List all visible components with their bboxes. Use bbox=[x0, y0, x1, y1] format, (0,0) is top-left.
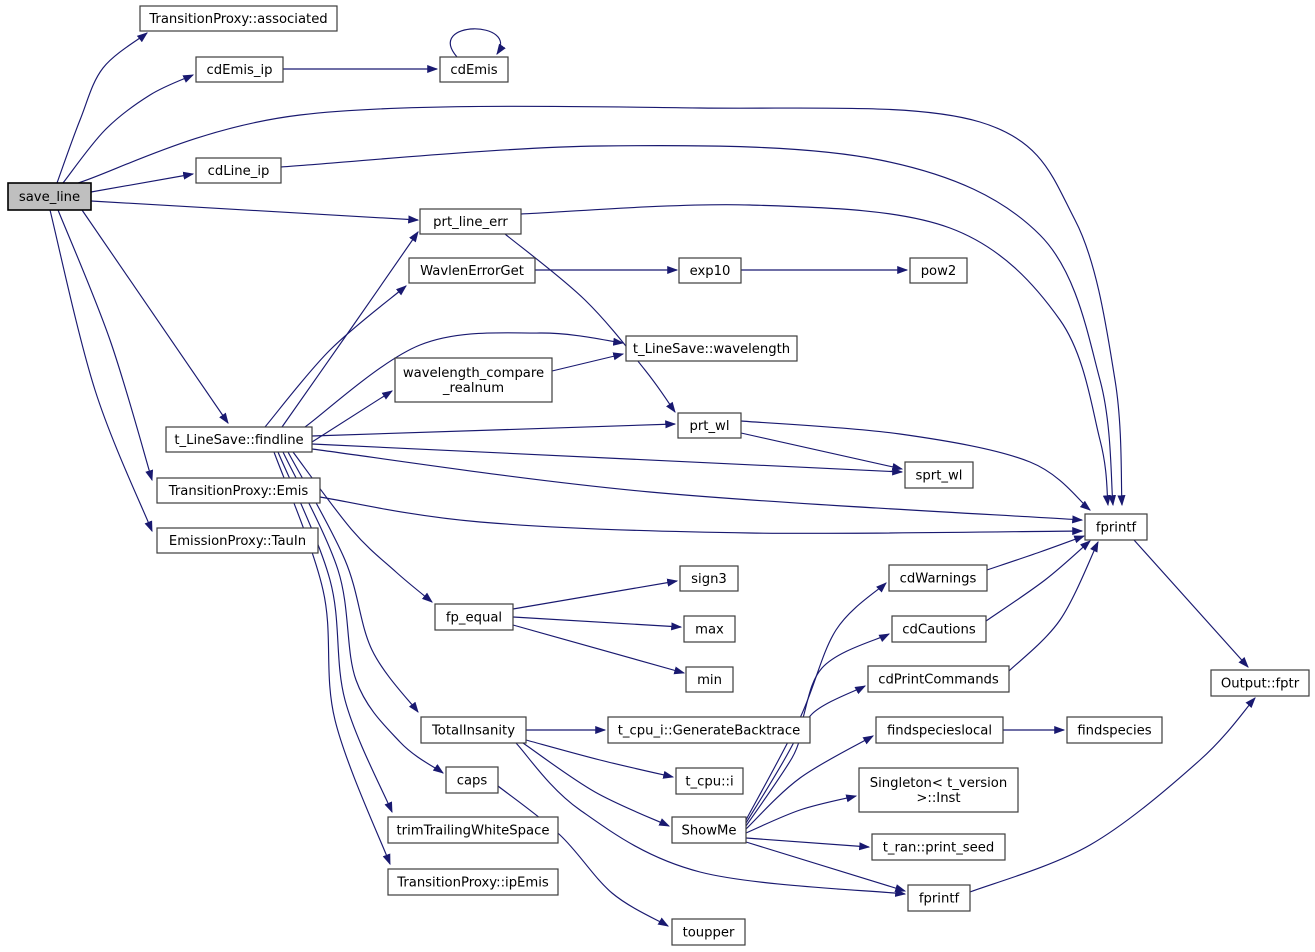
node-box[interactable] bbox=[872, 834, 1005, 860]
node-TotalInsanity[interactable] bbox=[421, 717, 526, 743]
edge-save_line-to-TauIn bbox=[50, 210, 152, 531]
edge-ShowMe-to-findspecieslocal bbox=[746, 736, 873, 829]
edge-cdPrintCommands-to-fprintf1 bbox=[1009, 542, 1098, 671]
edge-TotalInsanity-to-t_cpu_i bbox=[526, 740, 673, 777]
node-box[interactable] bbox=[859, 768, 1018, 812]
node-label: _realnum bbox=[442, 381, 505, 396]
node-label: ShowMe bbox=[681, 823, 737, 839]
node-prt_line_err[interactable] bbox=[420, 209, 521, 234]
edge-cdWarnings-to-fprintf1 bbox=[987, 536, 1084, 570]
edge-prt_wl-to-sprt_wl bbox=[741, 433, 902, 469]
node-prt_wl[interactable] bbox=[678, 413, 741, 438]
node-box[interactable] bbox=[435, 604, 513, 630]
node-box[interactable] bbox=[608, 717, 810, 743]
node-ShowMe[interactable] bbox=[672, 817, 746, 843]
edge-findline-to-sprt_wl bbox=[312, 444, 902, 472]
node-t_cpu_i[interactable] bbox=[676, 768, 743, 794]
node-label: cdWarnings bbox=[899, 571, 977, 587]
node-box[interactable] bbox=[672, 919, 745, 945]
node-wavelength[interactable] bbox=[626, 336, 797, 361]
node-sprt_wl[interactable] bbox=[905, 462, 973, 488]
node-Output_fptr[interactable] bbox=[1211, 670, 1309, 696]
node-print_seed[interactable] bbox=[872, 834, 1005, 860]
node-label: exp10 bbox=[689, 264, 731, 279]
node-box[interactable] bbox=[421, 717, 526, 743]
node-label: prt_line_err bbox=[433, 215, 508, 230]
node-fp_equal[interactable] bbox=[435, 604, 513, 630]
edge-cdLine_ip-to-fprintf1 bbox=[281, 146, 1113, 505]
node-label: trimTrailingWhiteSpace bbox=[396, 823, 550, 839]
edge-fp_equal-to-sign3 bbox=[513, 581, 677, 609]
node-label: t_cpu_i::GenerateBacktrace bbox=[617, 723, 801, 739]
node-sign3[interactable] bbox=[680, 566, 738, 591]
node-box[interactable] bbox=[910, 258, 967, 283]
node-label: fp_equal bbox=[445, 610, 503, 626]
node-label: cdEmis bbox=[450, 63, 498, 78]
node-box[interactable] bbox=[1067, 717, 1162, 743]
node-box[interactable] bbox=[876, 717, 1003, 743]
node-caps[interactable] bbox=[446, 767, 498, 793]
edge-save_line-to-assoc bbox=[57, 33, 147, 183]
edge-cdEmis-to-cdEmis bbox=[450, 29, 500, 57]
node-cdLine_ip[interactable] bbox=[196, 158, 281, 183]
node-label: fprintf bbox=[1095, 520, 1137, 536]
node-pow2[interactable] bbox=[910, 258, 967, 283]
node-box[interactable] bbox=[157, 528, 318, 553]
node-box[interactable] bbox=[678, 413, 741, 438]
node-label: TotalInsanity bbox=[432, 723, 515, 739]
node-cdEmis[interactable] bbox=[440, 57, 508, 82]
node-box[interactable] bbox=[676, 768, 743, 794]
node-label: min bbox=[697, 673, 722, 688]
node-TauIn[interactable] bbox=[157, 528, 318, 553]
node-box[interactable] bbox=[388, 869, 558, 895]
node-label: sprt_wl bbox=[915, 468, 963, 484]
node-label: sign3 bbox=[691, 572, 727, 587]
node-label: cdPrintCommands bbox=[878, 672, 999, 688]
node-label: cdCautions bbox=[902, 622, 976, 638]
node-box[interactable] bbox=[140, 6, 337, 31]
node-box[interactable] bbox=[679, 258, 741, 283]
edge-save_line-to-cdLine_ip bbox=[91, 174, 193, 192]
node-Emis[interactable] bbox=[157, 478, 320, 503]
node-box[interactable] bbox=[908, 885, 970, 911]
node-toupper[interactable] bbox=[672, 919, 745, 945]
node-box[interactable] bbox=[157, 478, 320, 503]
node-label: fprintf bbox=[918, 891, 960, 907]
edge-fp_equal-to-max bbox=[513, 617, 681, 627]
node-box[interactable] bbox=[395, 358, 552, 402]
node-cdCautions[interactable] bbox=[892, 616, 986, 642]
edge-fp_equal-to-min bbox=[513, 625, 684, 673]
node-label: caps bbox=[456, 773, 488, 789]
node-box[interactable] bbox=[420, 209, 521, 234]
node-box[interactable] bbox=[626, 336, 797, 361]
node-label: prt_wl bbox=[689, 419, 730, 434]
edge-wcr-to-wavelength bbox=[552, 354, 623, 371]
node-label: cdEmis_ip bbox=[206, 63, 273, 78]
node-label: wavelength_compare bbox=[402, 366, 545, 381]
node-box[interactable] bbox=[686, 667, 733, 692]
node-fprintf1[interactable] bbox=[1085, 514, 1147, 540]
node-SingletonInst[interactable] bbox=[859, 768, 1018, 812]
node-label: cdLine_ip bbox=[207, 164, 270, 179]
node-findspecies[interactable] bbox=[1067, 717, 1162, 743]
node-box[interactable] bbox=[166, 427, 312, 452]
edge-fprintf1-to-Output_fptr bbox=[1134, 540, 1248, 667]
edge-findline-to-prt_wl bbox=[312, 424, 675, 436]
edge-caps-to-toupper bbox=[498, 786, 668, 926]
edge-findline-to-WavlenErrorGet bbox=[265, 286, 406, 427]
node-label: t_cpu::i bbox=[685, 774, 734, 790]
node-trimTrailing[interactable] bbox=[388, 817, 558, 843]
node-label: findspecieslocal bbox=[886, 723, 993, 739]
node-findline[interactable] bbox=[166, 427, 312, 452]
node-label: >::Inst bbox=[916, 791, 961, 806]
edge-ShowMe-to-print_seed bbox=[746, 838, 869, 847]
node-label: t_LineSave::findline bbox=[174, 433, 304, 448]
node-cdWarnings[interactable] bbox=[889, 565, 987, 591]
node-box[interactable] bbox=[680, 566, 738, 591]
node-box[interactable] bbox=[196, 57, 283, 82]
edge-findline-to-fp_equal bbox=[293, 452, 432, 602]
node-label: Singleton< t_version bbox=[869, 776, 1008, 791]
node-cdEmis_ip[interactable] bbox=[196, 57, 283, 82]
node-label: t_LineSave::wavelength bbox=[632, 342, 791, 357]
node-label: Output::fptr bbox=[1220, 676, 1300, 692]
node-box[interactable] bbox=[1085, 514, 1147, 540]
node-label: max bbox=[695, 622, 724, 638]
edge-save_line-to-cdEmis_ip bbox=[63, 75, 193, 183]
node-box[interactable] bbox=[446, 767, 498, 793]
node-box[interactable] bbox=[868, 666, 1009, 692]
node-label: TransitionProxy::associated bbox=[149, 12, 328, 27]
edge-findline-to-ipEmis bbox=[274, 452, 390, 864]
node-fprintf2[interactable] bbox=[908, 885, 970, 911]
node-label: toupper bbox=[682, 925, 735, 941]
node-GenerateBacktrace[interactable] bbox=[608, 717, 810, 743]
node-box[interactable] bbox=[889, 565, 987, 591]
node-save_line[interactable] bbox=[8, 183, 91, 210]
node-assoc[interactable] bbox=[140, 6, 337, 31]
node-box[interactable] bbox=[905, 462, 973, 488]
node-label: TransitionProxy::Emis bbox=[168, 484, 309, 499]
node-label: TransitionProxy::ipEmis bbox=[397, 875, 549, 891]
node-WavlenErrorGet[interactable] bbox=[409, 258, 535, 283]
node-min[interactable] bbox=[686, 667, 733, 692]
root-node-box[interactable] bbox=[8, 183, 91, 210]
node-box[interactable] bbox=[892, 616, 986, 642]
node-layer bbox=[8, 6, 1309, 945]
node-box[interactable] bbox=[409, 258, 535, 283]
edge-Emis-to-fprintf1 bbox=[320, 497, 1082, 533]
edge-prt_line_err-to-fprintf1 bbox=[521, 205, 1108, 505]
node-box[interactable] bbox=[684, 616, 735, 642]
node-box[interactable] bbox=[1211, 670, 1309, 696]
node-max[interactable] bbox=[684, 616, 735, 642]
node-wcr[interactable] bbox=[395, 358, 552, 402]
node-ipEmis[interactable] bbox=[388, 869, 558, 895]
node-label: t_ran::print_seed bbox=[882, 840, 995, 856]
node-label: EmissionProxy::TauIn bbox=[168, 534, 307, 549]
edge-save_line-to-findline bbox=[82, 210, 228, 423]
node-box[interactable] bbox=[440, 57, 508, 82]
node-label: WavlenErrorGet bbox=[420, 264, 524, 279]
node-exp10[interactable] bbox=[679, 258, 741, 283]
node-label: save_line bbox=[18, 190, 81, 205]
node-cdPrintCommands[interactable] bbox=[868, 666, 1009, 692]
edge-save_line-to-prt_line_err bbox=[91, 201, 418, 220]
node-label: pow2 bbox=[920, 264, 957, 279]
edge-TotalInsanity-to-ShowMe bbox=[523, 743, 669, 826]
node-label: findspecies bbox=[1077, 723, 1152, 739]
node-box[interactable] bbox=[388, 817, 558, 843]
edge-save_line-to-Emis bbox=[58, 210, 152, 480]
node-findspecieslocal[interactable] bbox=[876, 717, 1003, 743]
node-box[interactable] bbox=[196, 158, 281, 183]
node-box[interactable] bbox=[672, 817, 746, 843]
